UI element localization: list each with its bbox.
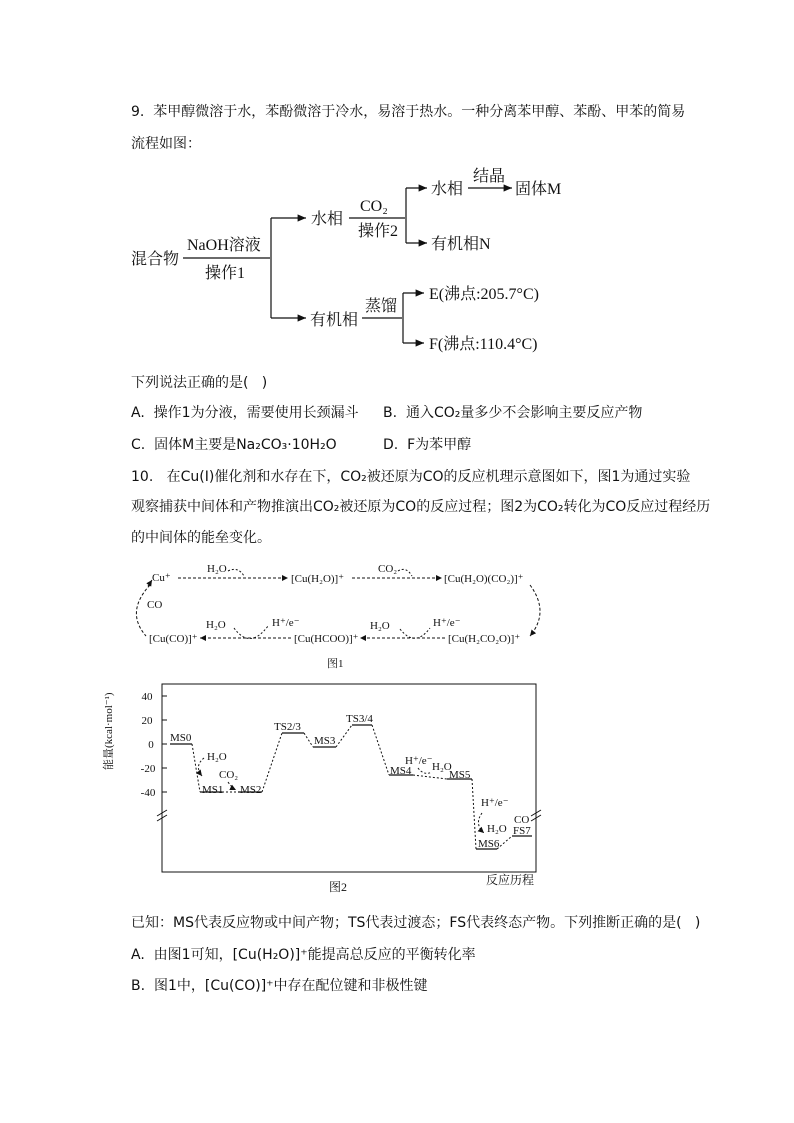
fig1-curl-1	[228, 569, 244, 576]
fig1-cuh2oco2: [Cu(H₂O)(CO₂)]⁺	[444, 573, 524, 585]
flow-distill: 蒸馏	[365, 298, 398, 315]
q9-ask: 下列说法正确的是( )	[131, 375, 268, 391]
fig2-state-FS7: FS7	[513, 825, 531, 837]
fig2-ytick-0: 40	[141, 691, 153, 703]
fig2-annot-he-1: H⁺/e⁻	[405, 755, 433, 767]
fig2-connectors	[192, 725, 512, 849]
fig1-curl-4	[234, 626, 268, 639]
flow-org1: 有机相	[310, 312, 359, 329]
q10-option-b[interactable]: B. 图1中，[Cu(CO)]⁺中存在配位键和非极性键	[131, 978, 428, 994]
flow-F: F(沸点:110.4°C)	[429, 336, 538, 353]
flow-co2: CO₂	[360, 198, 388, 215]
fig1-h2o-l: H₂O	[206, 619, 226, 631]
fig2-xlabel: 反应历程	[486, 873, 535, 887]
fig2-state-MS2: MS2	[240, 784, 262, 796]
q9-option-a[interactable]: A. 操作1为分液，需要使用长颈漏斗	[131, 405, 359, 421]
fig2-energy-profile	[101, 684, 541, 894]
q9-option-c[interactable]: C. 固体M主要是Na₂CO₃·10H₂O	[131, 437, 337, 453]
flow-orgN: 有机相N	[431, 236, 491, 253]
fig1-arrow-right	[530, 585, 540, 636]
fig1-h2o-r: H₂O	[370, 620, 390, 632]
fig2-state-MS4: MS4	[390, 765, 412, 777]
fig1-cuhcoo: [Cu(HCOO)]⁺	[294, 633, 359, 645]
fig1-he-r: H⁺/e⁻	[433, 617, 461, 629]
fig1-cycle	[136, 563, 540, 670]
flow-aq1: 水相	[311, 211, 344, 228]
fig2-ytick-1: 20	[141, 715, 153, 727]
fig1-co: CO	[147, 599, 163, 611]
fig2-state-TS34: TS3/4	[346, 713, 373, 725]
fig1-arrow-left	[136, 585, 150, 636]
flow-E: E(沸点:205.7°C)	[429, 286, 539, 303]
fig1-cuco: [Cu(CO)]⁺	[149, 633, 198, 645]
fig2-annot-h2o-2: H₂O	[432, 761, 452, 773]
fig2-annot-co2-1: CO₂	[219, 769, 239, 781]
q10-given: 已知：MS代表反应物或中间产物；TS代表过渡态；FS代表终态产物。下列推断正确的是( )	[131, 915, 701, 931]
fig1-cu: Cu⁺	[152, 572, 171, 584]
fig2-ybreak	[157, 810, 167, 821]
fig2-yticks	[141, 691, 167, 799]
fig2-state-MS5: MS5	[449, 769, 471, 781]
fig2-state-MS0: MS0	[170, 732, 192, 744]
fig1-cuh2o: [Cu(H₂O)]⁺	[291, 573, 345, 585]
fig1-caption: 图1	[327, 658, 344, 670]
q9-option-d[interactable]: D. F为苯甲醇	[383, 437, 472, 453]
fig1-he-l: H⁺/e⁻	[272, 617, 300, 629]
fig1-cuh2co2o: [Cu(H₂CO₂O)]⁺	[448, 633, 521, 645]
flow-start: 混合物	[131, 251, 180, 268]
fig2-annot-he-2: H⁺/e⁻	[481, 797, 509, 809]
flow-op2: 操作2	[358, 223, 399, 240]
fig2-annot-h2o-1: H₂O	[207, 751, 227, 763]
q9-option-b[interactable]: B. 通入CO₂量多少不会影响主要反应产物	[383, 405, 643, 421]
fig2-state-MS1: MS1	[202, 784, 224, 796]
fig2-ytick-4: -40	[140, 787, 156, 799]
fig2-ylabel: 能量(kcal·mol⁻¹)	[103, 692, 115, 770]
fig1-co2-top: CO₂	[378, 563, 398, 575]
flow-op1: 操作1	[205, 265, 246, 282]
fig2-annot-co: CO	[514, 814, 530, 826]
fig2-state-MS3: MS3	[314, 735, 336, 747]
q10-stem-line1: 10. 在Cu(Ⅰ)催化剂和水存在下，CO₂被还原为CO的反应机理示意图如下，图1为通过实验	[131, 469, 691, 485]
fig2-frame	[162, 684, 536, 872]
flow-reagent1: NaOH溶液	[187, 237, 261, 254]
flow-aq2: 水相	[431, 181, 464, 198]
q9-stem-line2: 流程如图：	[131, 136, 201, 152]
q10-stem-line2: 观察捕获中间体和产物推演出CO₂被还原为CO的反应过程；图2为CO₂转化为CO反应过程经历	[131, 499, 711, 515]
flow-chart	[131, 167, 561, 353]
fig1-h2o-top: H₂O	[207, 563, 227, 575]
q9-stem-line1: 9. 苯甲醇微溶于水，苯酚微溶于冷水，易溶于热水。一种分离苯甲醇、苯酚、甲苯的简易	[131, 104, 686, 120]
q10-option-a[interactable]: A. 由图1可知，[Cu(H₂O)]⁺能提高总反应的平衡转化率	[131, 947, 476, 963]
fig1-curl-3	[400, 628, 430, 638]
fig2-state-MS6: MS6	[478, 838, 500, 850]
fig2-levels	[170, 725, 532, 849]
fig2-ytick-2: 0	[148, 739, 154, 751]
fig2-rbreak	[531, 810, 541, 821]
q10-stem-line3: 的中间体的能垒变化。	[131, 530, 271, 546]
fig2-ytick-3: -20	[140, 763, 156, 775]
flow-crystal: 结晶	[473, 168, 506, 185]
fig2-state-TS23: TS2/3	[274, 721, 301, 733]
flow-solidM: 固体M	[515, 181, 562, 198]
fig2-caption: 图2	[329, 880, 348, 894]
fig1-curl-2	[398, 569, 412, 576]
fig2-annot-h2o-3: H₂O	[487, 823, 507, 835]
